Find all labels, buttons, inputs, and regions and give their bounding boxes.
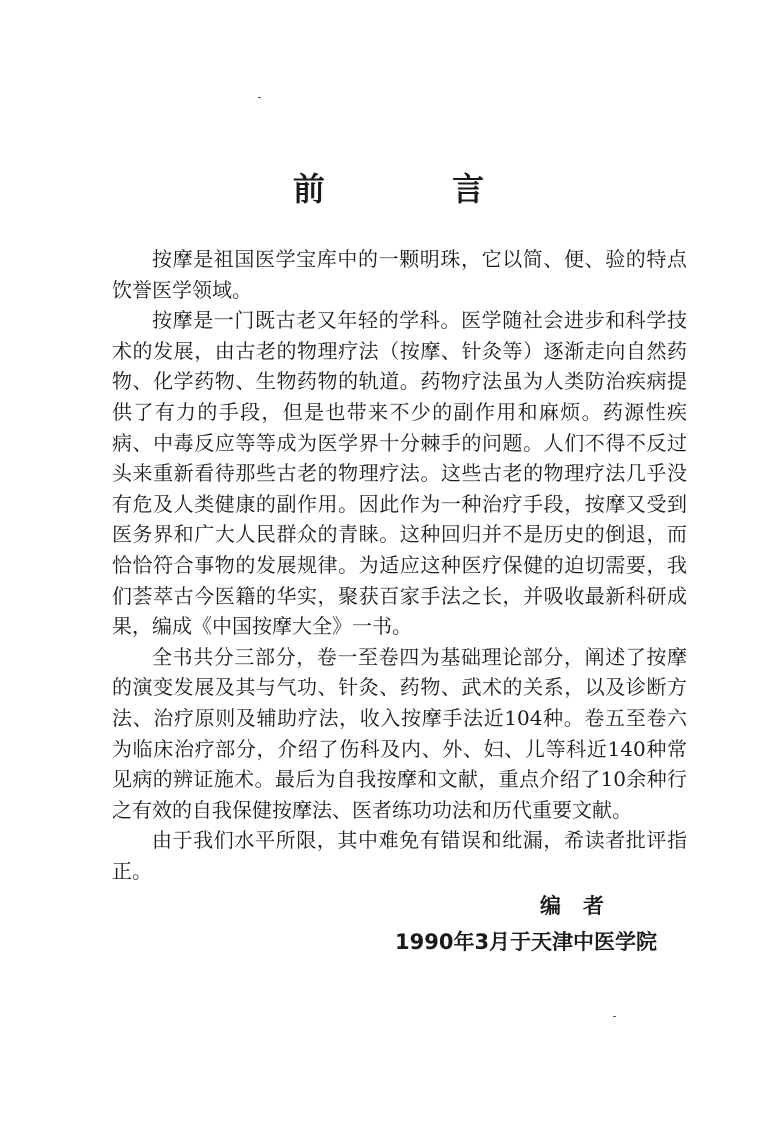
preface-body — [112, 244, 687, 886]
signature-author: 编者 — [540, 894, 626, 918]
paragraph: 全书共分三部分，卷一至卷四为基础理论部分，阐述了按摩的演变发展及其与气功、针灸、药物、武术的关系，以及诊断方法、治疗原则及辅助疗法，收入按摩手法近104种。卷五至卷六为临床治疗部分，介绍了伤科及内、外、妇、儿等科近140种常见病的辨证施术。最后为自我按摩和文献，重点介绍了10余种行之有效的自我保健按摩法、医者练功功法和历代重要文献。 — [112, 644, 687, 822]
paragraph: 按摩是祖国医学宝库中的一颗明珠，它以简、便、验的特点饮誉医学领域。 — [112, 247, 687, 302]
page-title: 前 言 — [292, 170, 543, 208]
scan-speck — [613, 1016, 616, 1017]
scan-speck — [258, 97, 261, 98]
paragraph: 由于我们水平所限，其中难免有错误和纰漏，希读者批评指正。 — [112, 828, 687, 883]
paragraph: 按摩是一门既古老又年轻的学科。医学随社会进步和科学技术的发展，由古老的物理疗法（按摩、针灸等）逐渐走向自然药物、化学药物、生物药物的轨道。药物疗法虽为人类防治疾病提供了有力的手段，但是也带来不少的副作用和麻烦。药源性疾病、中毒反应等等成为医学界十分棘手的问题。人们不得不反过头来重新看待那些古老的物理疗法。这些古老的物理疗法几乎没有危及人类健康的副作用。因此作为一种治疗手段，按摩又受到医务界和广大人民群众的青睐。这种回归并不是历史的倒退，而恰恰符合事物的发展规律。为适应这种医疗保健的迫切需要，我们荟萃古今医籍的华实，聚获百家手法之长，并吸收最新科研成果，编成《中国按摩大全》一书。 — [112, 308, 687, 639]
signature-date-place: 1990年3月于天津中医学院 — [395, 930, 658, 954]
